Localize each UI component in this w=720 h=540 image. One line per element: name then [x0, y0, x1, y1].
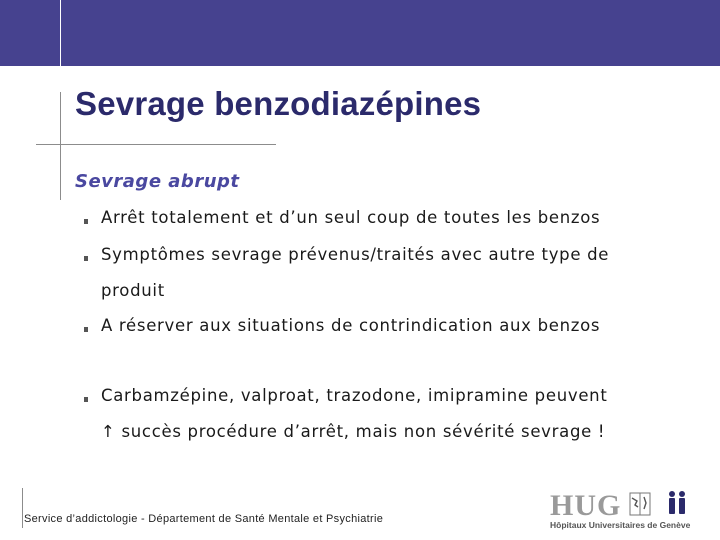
slide-title: Sevrage benzodiazépines — [75, 85, 482, 122]
bullet-text: A réserver aux situations de contrindication aux benzos — [101, 316, 601, 335]
bullet-marker-icon — [84, 208, 88, 213]
title-vertical-rule — [60, 92, 61, 200]
hug-logo — [548, 488, 698, 532]
footer-text: Service d’addictologie - Département de Santé Mentale et Psychiatrie — [24, 513, 384, 525]
bullet-marker-icon — [84, 316, 88, 321]
logo-subtext: Hôpitaux Universitaires de Genève — [550, 520, 691, 530]
bullet-text: Symptômes sevrage prévenus/traités avec autre type de — [101, 245, 610, 264]
people-icon — [669, 491, 685, 514]
bullet-marker-icon — [84, 245, 88, 250]
bullet-continuation: produit — [101, 281, 165, 300]
slide-subtitle: Sevrage abrupt — [75, 171, 240, 192]
bullet-marker-icon — [84, 386, 88, 391]
title-horizontal-rule — [36, 144, 276, 145]
bullet-continuation: ↑ succès procédure d’arrêt, mais non sévérité sevrage ! — [101, 422, 606, 441]
svg-text:HUG: HUG — [550, 489, 622, 522]
bullet-text: Carbamzépine, valproat, trazodone, imipramine peuvent — [101, 386, 608, 405]
header-divider — [60, 0, 61, 66]
bullet-text: Arrêt totalement et d’un seul coup de toutes les benzos — [101, 208, 601, 227]
geneva-shield-icon — [630, 493, 650, 515]
footer-divider — [22, 488, 23, 528]
header-band — [0, 0, 720, 66]
